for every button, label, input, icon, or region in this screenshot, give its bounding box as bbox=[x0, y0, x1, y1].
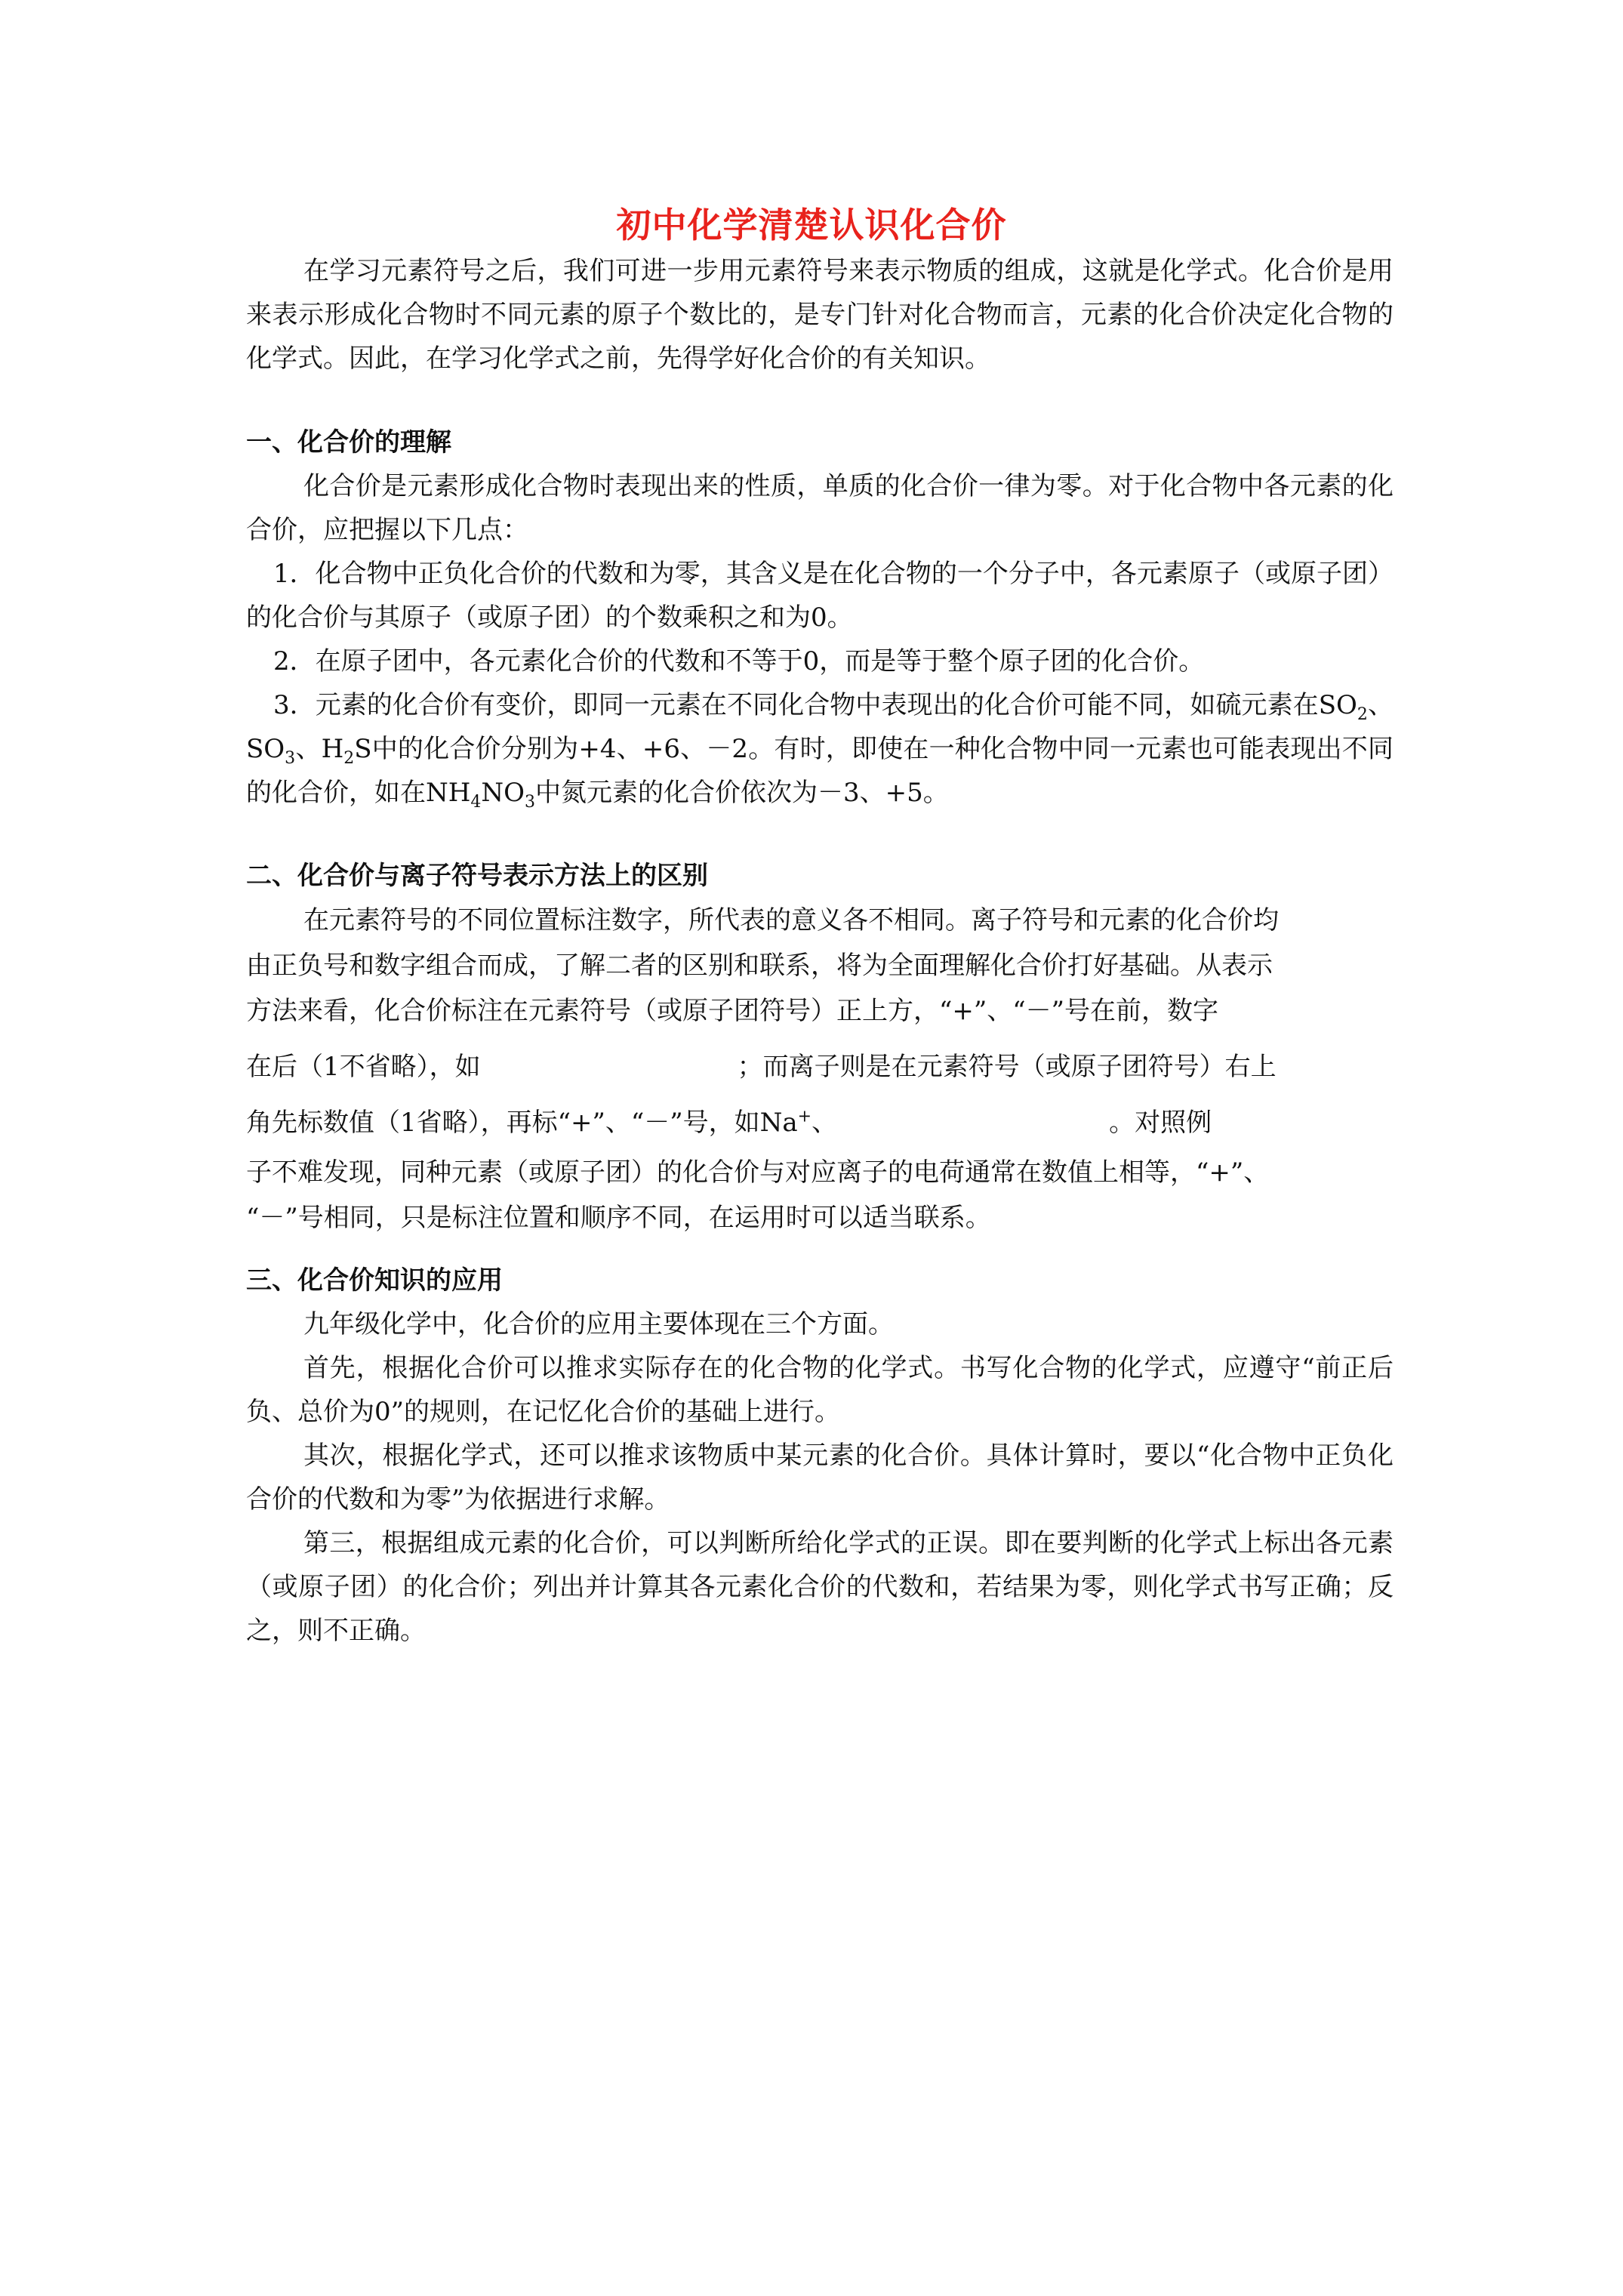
section2-line-7: “－”号相同，只是标注位置和顺序不同，在运用时可以适当联系。 bbox=[246, 1203, 991, 1233]
section2-line-4: 在后（1不省略），如 ；而离子则是在元素符号（或原子团符号）右上 bbox=[246, 1052, 1277, 1082]
section2-line-2: 由正负号和数字组合而成，了解二者的区别和联系，将为全面理解化合价打好基础。从表示 bbox=[246, 951, 1273, 981]
section2-line-3: 方法来看，化合价标注在元素符号（或原子团符号）正上方，“+”、“－”号在前，数字 bbox=[246, 996, 1219, 1026]
section2-paragraph bbox=[246, 898, 1394, 1240]
intro-paragraph: 在学习元素符号之后，我们可进一步用元素符号来表示物质的组成，这就是化学式。化合价是用来表示形成化合物时不同元素的原子个数比的，是专门针对化合物而言，元素的化合价决定化合物的化学式。因此，在学习化学式之前，先得学好化合价的有关知识。 bbox=[246, 256, 1394, 374]
page-title: 初中化学清楚认识化合价 bbox=[616, 205, 1007, 245]
section2-line-5: 角先标数值（1省略），再标“+”、“－”号，如Na+、 。对照例 bbox=[246, 1107, 1212, 1138]
section3-paragraph-1: 九年级化学中，化合价的应用主要体现在三个方面。 bbox=[303, 1309, 894, 1339]
section1-item-3: 3．元素的化合价有变价，即同一元素在不同化合物中表现出的化合价可能不同，如硫元素在$SO_2$、$SO_3$、$H_2S$中的化合价分别为+4、+6、－2。有时，即使在一种化合物中同一元素也可能表现出不同的化合价，如在$NH_4NO_3$中氮元素的化合价依次为－3、+5。 bbox=[246, 690, 1394, 812]
section-heading-1: 一、化合价的理解 bbox=[246, 427, 451, 458]
section-heading-3: 三、化合价知识的应用 bbox=[246, 1265, 503, 1296]
section1-item-2: 2．在原子团中，各元素化合价的代数和不等于0，而是等于整个原子团的化合价。 bbox=[273, 646, 1205, 676]
section3-paragraph-3: 其次，根据化学式，还可以推求该物质中某元素的化合价。具体计算时，要以“化合物中正负化合价的代数和为零”为依据进行求解。 bbox=[246, 1441, 1394, 1515]
section-heading-2: 二、化合价与离子符号表示方法上的区别 bbox=[246, 861, 708, 891]
section1-paragraph: 化合价是元素形成化合物时表现出来的性质，单质的化合价一律为零。对于化合物中各元素的化合价，应把握以下几点： bbox=[246, 471, 1394, 545]
section3-paragraph-2: 首先，根据化合价可以推求实际存在的化合物的化学式。书写化合物的化学式，应遵守“前正后负、总价为0”的规则，在记忆化合价的基础上进行。 bbox=[246, 1353, 1394, 1427]
section3-paragraph-4: 第三，根据组成元素的化合价，可以判断所给化学式的正误。即在要判断的化学式上标出各元素（或原子团）的化合价；列出并计算其各元素化合价的代数和，若结果为零，则化学式书写正确；反之，则不正确。 bbox=[246, 1528, 1394, 1646]
section2-line-6: 子不难发现，同种元素（或原子团）的化合价与对应离子的电荷通常在数值上相等，“+”、 bbox=[246, 1157, 1270, 1188]
section1-item-1: 1．化合物中正负化合价的代数和为零，其含义是在化合物的一个分子中，各元素原子（或原子团）的化合价与其原子（或原子团）的个数乘积之和为0。 bbox=[246, 559, 1394, 633]
section2-line-1: 在元素符号的不同位置标注数字，所代表的意义各不相同。离子符号和元素的化合价均 bbox=[303, 905, 1279, 935]
